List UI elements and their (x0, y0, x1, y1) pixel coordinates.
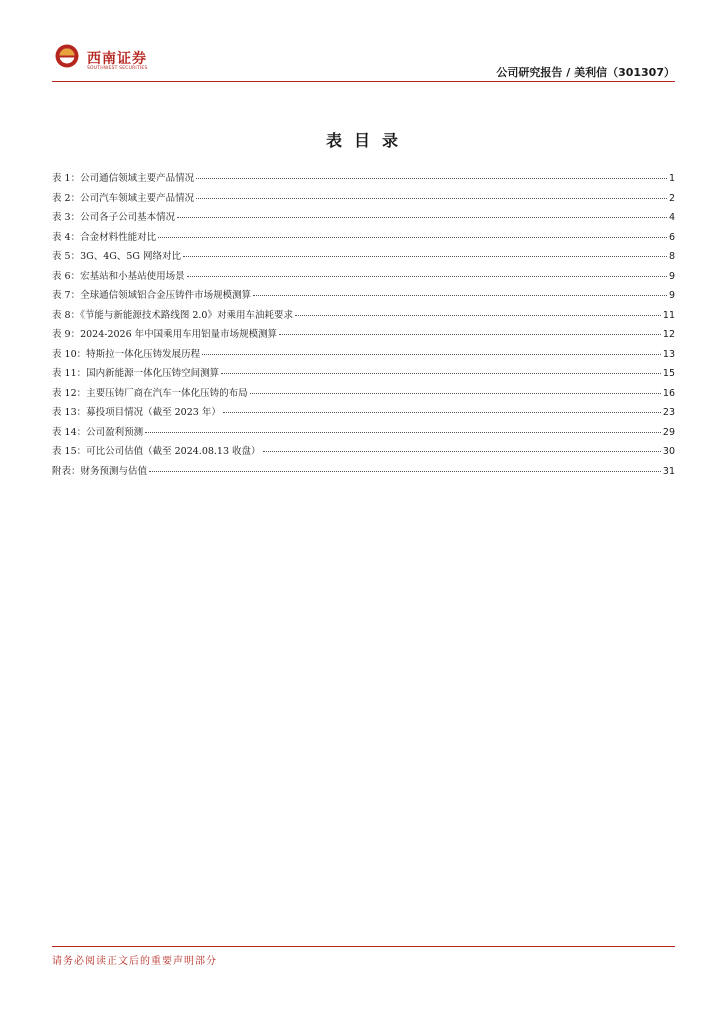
toc-dot-leader (196, 178, 667, 179)
toc-entry-page[interactable]: 1 (668, 173, 675, 184)
toc-entry-label[interactable]: 表 3：公司各子公司基本情况 (52, 212, 176, 223)
page-title: 表目录 (325, 131, 410, 150)
toc-entry-page[interactable]: 13 (662, 348, 675, 360)
brand-subtitle: SOUTHWEST SECURITIES (87, 66, 148, 71)
toc-entry-page[interactable]: 23 (662, 407, 675, 418)
toc-entry-page[interactable]: 11 (662, 309, 675, 321)
toc-entry-label[interactable]: 表 15：可比公司估值（截至 2024.08.13 收盘） (52, 446, 261, 457)
toc-entry-label[interactable]: 表 1：公司通信领域主要产品情况 (52, 173, 195, 184)
toc-entry[interactable] (52, 287, 675, 307)
toc-dot-leader (279, 334, 661, 335)
toc-entry-page[interactable]: 9 (668, 290, 675, 301)
toc-entry-label[interactable]: 表 9：2024-2026 年中国乘用车用铝量市场规模测算 (52, 329, 278, 340)
header-divider (52, 81, 675, 82)
toc-dot-leader (253, 295, 667, 296)
toc-entry-page[interactable]: 16 (662, 387, 675, 399)
table-of-tables (52, 170, 675, 482)
toc-entry-page[interactable]: 15 (662, 368, 675, 379)
toc-dot-leader (250, 393, 661, 394)
toc-entry-label[interactable]: 表 11：国内新能源一体化压铸空间测算 (52, 368, 220, 379)
toc-dot-leader (158, 237, 667, 238)
toc-dot-leader (177, 217, 667, 218)
toc-dot-leader (187, 276, 667, 277)
toc-dot-leader (183, 256, 667, 257)
toc-entry[interactable] (52, 404, 675, 424)
toc-dot-leader (145, 432, 661, 433)
toc-entry-label[interactable]: 附表：财务预测与估值 (52, 465, 148, 477)
page-header (52, 40, 675, 82)
toc-entry-label[interactable]: 表 6：宏基站和小基站使用场景 (52, 270, 185, 282)
toc-entry[interactable] (52, 385, 675, 405)
toc-entry-label[interactable]: 表 10：特斯拉一体化压铸发展历程 (52, 348, 201, 360)
toc-dot-leader (202, 354, 661, 355)
toc-entry-label[interactable]: 表 8：《节能与新能源技术路线图 2.0》对乘用车油耗要求 (52, 309, 293, 321)
toc-dot-leader (223, 412, 661, 413)
toc-entry-label[interactable]: 表 4：合金材料性能对比 (52, 231, 157, 243)
toc-dot-leader (221, 373, 661, 374)
toc-entry-page[interactable]: 12 (662, 329, 675, 340)
toc-entry[interactable] (52, 463, 675, 483)
brand-name: 西南证券 (87, 51, 147, 67)
toc-entry-page[interactable]: 2 (668, 192, 675, 204)
toc-entry[interactable] (52, 365, 675, 385)
toc-entry[interactable] (52, 209, 675, 229)
toc-entry[interactable] (52, 443, 675, 463)
toc-entry-page[interactable]: 6 (668, 231, 675, 243)
toc-entry[interactable] (52, 170, 675, 190)
toc-entry[interactable] (52, 326, 675, 346)
toc-dot-leader (149, 471, 661, 472)
footer-disclaimer: 请务必阅读正文后的重要声明部分 (52, 956, 217, 967)
toc-entry-label[interactable]: 表 14：公司盈利预测 (52, 426, 144, 438)
toc-entry-page[interactable]: 31 (662, 465, 675, 477)
toc-entry[interactable] (52, 248, 675, 268)
toc-dot-leader (295, 315, 661, 316)
toc-dot-leader (263, 451, 661, 452)
toc-entry-label[interactable]: 表 13：募投项目情况（截至 2023 年） (52, 407, 221, 418)
toc-entry-page[interactable]: 30 (662, 446, 675, 457)
toc-entry[interactable] (52, 268, 675, 288)
toc-entry-page[interactable]: 8 (668, 251, 675, 262)
toc-entry[interactable] (52, 229, 675, 249)
toc-entry[interactable] (52, 346, 675, 366)
toc-dot-leader (196, 198, 667, 199)
footer-divider (52, 946, 675, 947)
toc-entry-label[interactable]: 表 2：公司汽车领域主要产品情况 (52, 192, 195, 204)
toc-entry-label[interactable]: 表 5：3G、4G、5G 网络对比 (52, 251, 181, 262)
company-logo-icon (55, 43, 79, 69)
toc-entry[interactable] (52, 190, 675, 210)
toc-entry-page[interactable]: 29 (662, 426, 675, 438)
toc-entry-label[interactable]: 表 12：主要压铸厂商在汽车一体化压铸的布局 (52, 387, 248, 399)
toc-entry[interactable] (52, 424, 675, 444)
toc-entry-page[interactable]: 4 (668, 212, 675, 223)
toc-entry[interactable] (52, 307, 675, 327)
toc-entry-label[interactable]: 表 7：全球通信领域铝合金压铸件市场规模测算 (52, 290, 252, 301)
report-title: 公司研究报告 / 美利信（301307） (496, 66, 675, 79)
toc-entry-page[interactable]: 9 (668, 270, 675, 282)
